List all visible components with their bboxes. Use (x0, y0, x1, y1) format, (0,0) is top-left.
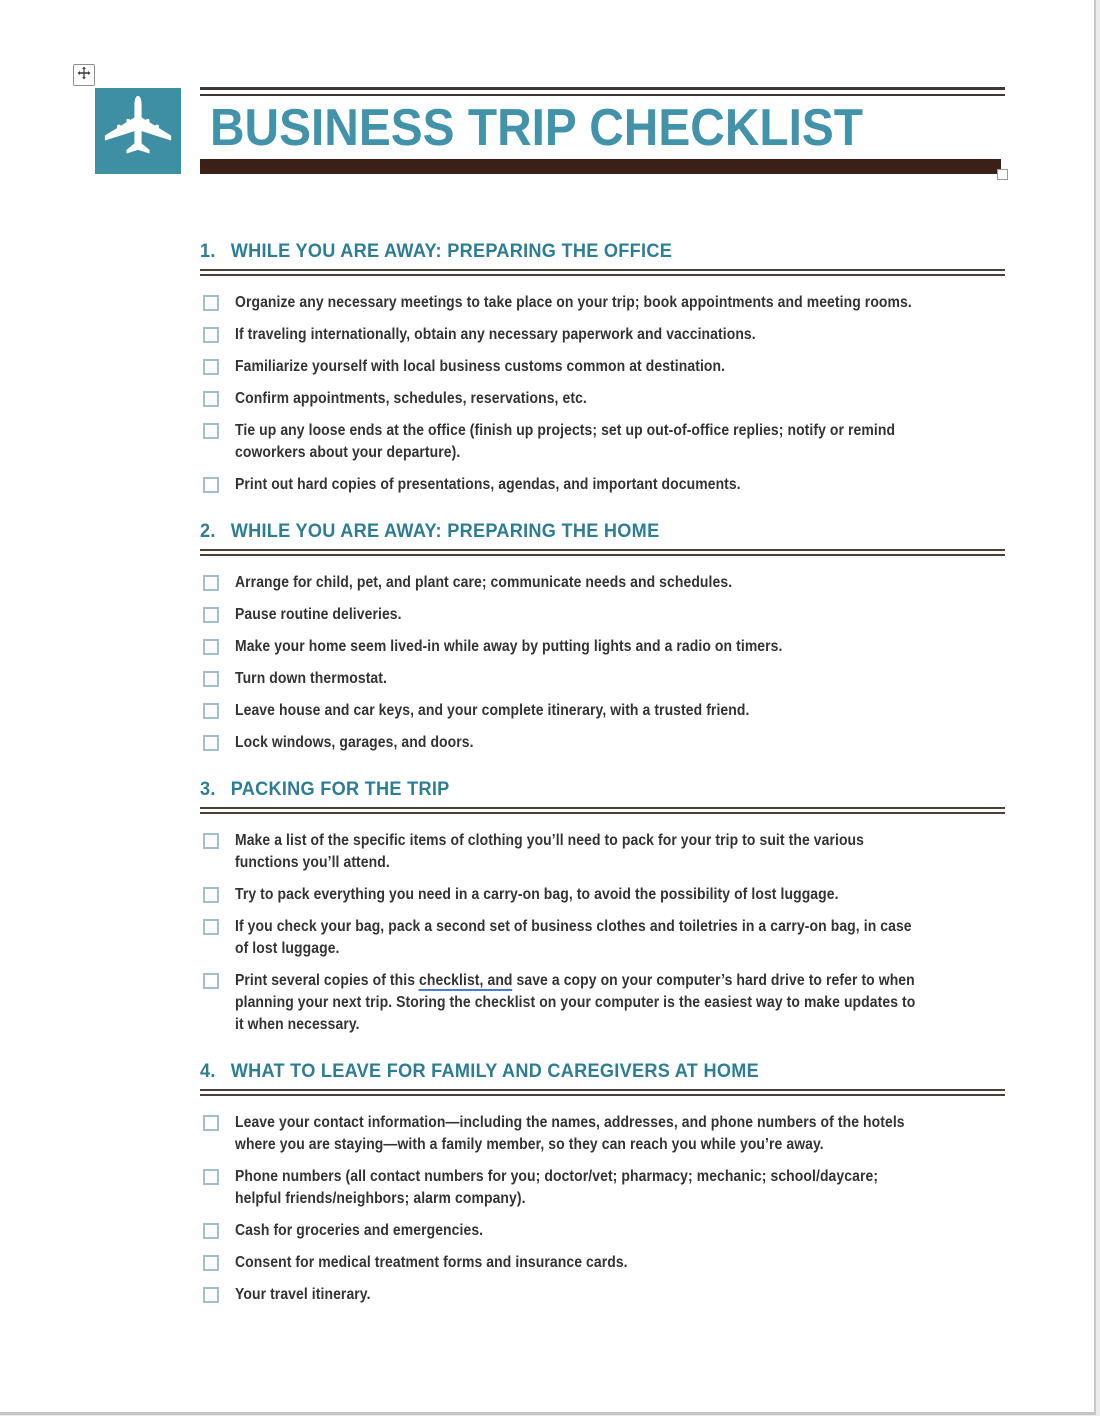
section-title: WHILE YOU ARE AWAY: PREPARING THE OFFICE (230, 240, 673, 262)
checklist-section (200, 1060, 1005, 1306)
section-divider (200, 1089, 1005, 1096)
checklist-item-text: Leave house and car keys, and your complete itinerary, with a trusted friend. (235, 702, 750, 719)
checklist-item (200, 1284, 1005, 1306)
move-icon (77, 66, 91, 85)
header-rule-top (200, 87, 1005, 90)
document-header (0, 0, 1094, 186)
section-divider (200, 549, 1005, 556)
checklist-item (200, 474, 1005, 496)
checklist-item (200, 572, 1005, 594)
checkbox[interactable] (203, 327, 219, 343)
checkbox[interactable] (203, 607, 219, 623)
checklist-item-text: If traveling internationally, obtain any necessary paperwork and vaccinations. (235, 326, 756, 343)
checkbox[interactable] (203, 359, 219, 375)
page-title: BUSINESS TRIP CHECKLIST (210, 99, 864, 157)
header-rule-bottom (200, 94, 1005, 96)
checkbox[interactable] (203, 639, 219, 655)
checklist-item (200, 668, 1005, 690)
section-heading (200, 1060, 1000, 1083)
checklist-item (200, 1252, 1005, 1274)
checkbox[interactable] (203, 973, 219, 989)
title-underline-bar (200, 159, 1001, 174)
checkbox[interactable] (203, 887, 219, 903)
checklist-item-text: Print several copies of this checklist, and save a copy on your computer’s hard drive to refer to when planning your next trip. Storing the checklist on your computer is the easiest way to make updates to it when necessary. (235, 972, 916, 1033)
checklist-item-text: Phone numbers (all contact numbers for you; doctor/vet; pharmacy; mechanic; school/daycare; helpful friends/neighbors; alarm company). (235, 1168, 879, 1207)
section-title: WHILE YOU ARE AWAY: PREPARING THE HOME (230, 520, 660, 542)
checklist-item-text: Lock windows, garages, and doors. (235, 734, 474, 751)
checklist-item (200, 420, 1005, 464)
checklist-item (200, 604, 1005, 626)
section-heading (200, 778, 1000, 801)
checklist-item (200, 356, 1005, 378)
checklist-item-text: Try to pack everything you need in a carry-on bag, to avoid the possibility of lost luggage. (235, 886, 839, 903)
checkbox[interactable] (203, 295, 219, 311)
checkbox[interactable] (203, 671, 219, 687)
checkbox[interactable] (203, 391, 219, 407)
checklist-item-text: Cash for groceries and emergencies. (235, 1222, 484, 1239)
checklist-item (200, 732, 1005, 754)
checklist-item (200, 916, 1005, 960)
section-heading (200, 240, 1000, 263)
checklist-item (200, 388, 1005, 410)
checklist-item-text: Turn down thermostat. (235, 670, 387, 687)
checkbox[interactable] (203, 1287, 219, 1303)
grammar-check-underline: checklist, and (419, 972, 513, 989)
section-heading (200, 520, 1000, 543)
section-number: 1. (200, 240, 216, 262)
section-number: 4. (200, 1060, 216, 1082)
checkbox[interactable] (203, 423, 219, 439)
checklist-item-text: Make your home seem lived-in while away by putting lights and a radio on timers. (235, 638, 783, 655)
checklist-item-text: Leave your contact information—including the names, addresses, and phone numbers of the hotels where you are staying—with a family member, so they can reach you while you’re away. (235, 1114, 905, 1153)
checklist-item (200, 292, 1005, 314)
section-number: 2. (200, 520, 216, 542)
checklist-item (200, 830, 1005, 874)
checklist-item-text: Consent for medical treatment forms and insurance cards. (235, 1254, 628, 1271)
checklist-section (200, 520, 1005, 754)
checkbox[interactable] (203, 1223, 219, 1239)
checkbox[interactable] (203, 575, 219, 591)
checkbox[interactable] (203, 1169, 219, 1185)
checklist-item-text: Confirm appointments, schedules, reservations, etc. (235, 390, 587, 407)
checklist-item (200, 884, 1005, 906)
section-number: 3. (200, 778, 216, 800)
checklist-item (200, 970, 1005, 1036)
section-divider (200, 269, 1005, 276)
checklist-item-text: Tie up any loose ends at the office (finish up projects; set up out-of-office replies; notify or remind coworkers about your departure). (235, 422, 896, 461)
airplane-icon (102, 93, 174, 170)
checklist-item-text: Make a list of the specific items of clothing you’ll need to pack for your trip to suit the various functions you’ll attend. (235, 832, 865, 871)
checkbox[interactable] (203, 1115, 219, 1131)
checkbox[interactable] (203, 477, 219, 493)
sections (0, 240, 1005, 1306)
checklist-item-text: Arrange for child, pet, and plant care; communicate needs and schedules. (235, 574, 733, 591)
checkbox[interactable] (203, 735, 219, 751)
section-items (200, 1112, 1005, 1306)
resize-handle[interactable] (997, 169, 1008, 180)
section-divider (200, 807, 1005, 814)
checklist-section (200, 240, 1005, 496)
header-title-block (200, 87, 1005, 174)
checklist-item-text: Familiarize yourself with local business customs common at destination. (235, 358, 726, 375)
checklist-item-text: Pause routine deliveries. (235, 606, 402, 623)
checkbox[interactable] (203, 1255, 219, 1271)
checkbox[interactable] (203, 919, 219, 935)
checklist-item (200, 324, 1005, 346)
move-handle[interactable] (73, 64, 95, 86)
airplane-logo (95, 88, 181, 174)
section-title: PACKING FOR THE TRIP (230, 778, 450, 800)
checkbox[interactable] (203, 833, 219, 849)
checklist-item-text: Print out hard copies of presentations, agendas, and important documents. (235, 476, 741, 493)
section-items (200, 830, 1005, 1036)
section-items (200, 292, 1005, 496)
checklist-item-text: If you check your bag, pack a second set of business clothes and toiletries in a carry-on bag, in case of lost luggage. (235, 918, 912, 957)
checklist-item (200, 1166, 1005, 1210)
checklist-section (200, 778, 1005, 1036)
checklist-item (200, 1112, 1005, 1156)
checkbox[interactable] (203, 703, 219, 719)
section-items (200, 572, 1005, 754)
checklist-item-text: Organize any necessary meetings to take place on your trip; book appointments and meeting rooms. (235, 294, 912, 311)
section-title: WHAT TO LEAVE FOR FAMILY AND CAREGIVERS AT HOME (230, 1060, 760, 1082)
checklist-item (200, 700, 1005, 722)
checklist-item-text: Your travel itinerary. (235, 1286, 371, 1303)
checklist-item (200, 1220, 1005, 1242)
checklist-item (200, 636, 1005, 658)
